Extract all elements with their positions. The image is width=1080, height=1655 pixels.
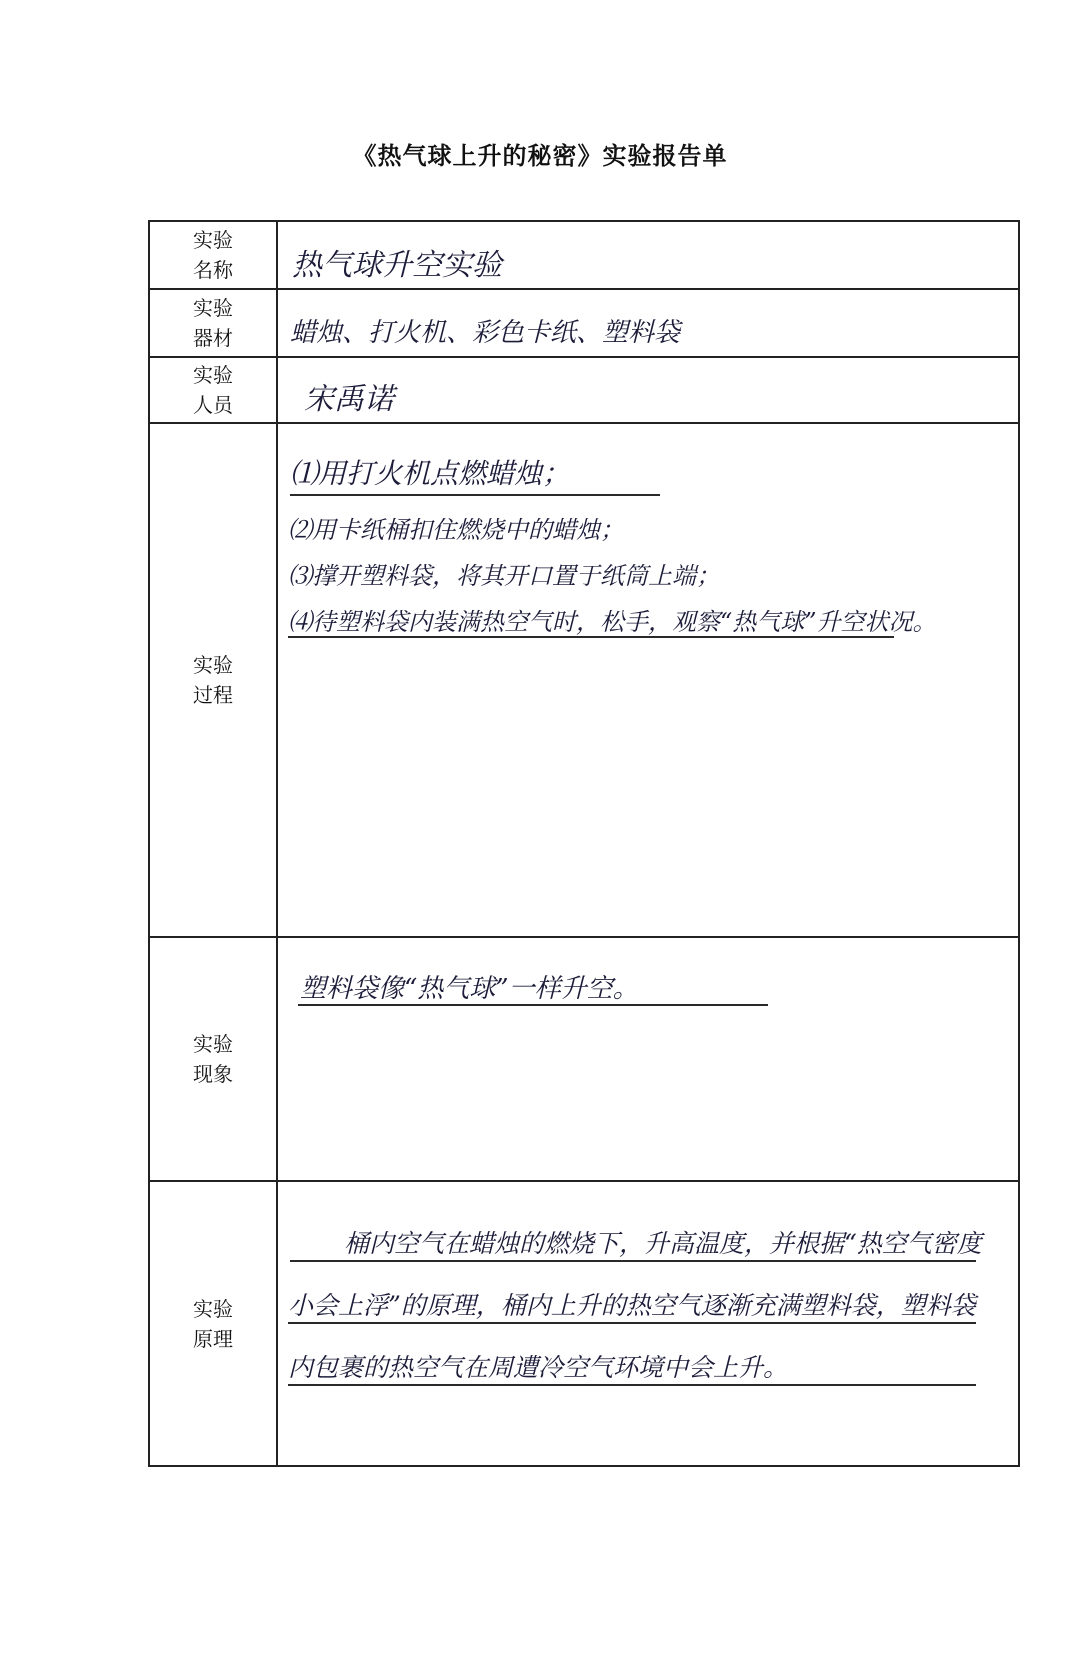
label-line: 人员: [193, 393, 233, 417]
label-line: 实验: [193, 653, 233, 677]
principle-line-2-underline: [288, 1322, 976, 1324]
process-step-4: ⑷待塑料袋内装满热空气时，松手，观察“热气球”升空状况。: [288, 608, 937, 636]
content-experiment-name[interactable]: [278, 222, 1018, 288]
label-line: 实验: [193, 296, 233, 320]
row-phenomenon: [150, 938, 1018, 1182]
handwritten-experiment-name: 热气球升空实验: [292, 248, 502, 283]
label-phenomenon: [150, 938, 278, 1180]
handwritten-phenomenon: 塑料袋像“热气球”一样升空。: [300, 974, 639, 1004]
principle-line-1: 桶内空气在蜡烛的燃烧下，升高温度，并根据“热空气密度: [344, 1229, 982, 1258]
content-phenomenon[interactable]: [278, 938, 1018, 1180]
report-table: [148, 220, 1020, 1467]
process-step-1-underline: [290, 494, 660, 496]
row-experiment-name: [150, 222, 1018, 290]
handwritten-personnel: 宋禹诺: [304, 382, 394, 417]
label-personnel: [150, 358, 278, 422]
label-equipment: [150, 290, 278, 356]
label-line: 实验: [193, 363, 233, 387]
label-experiment-name: [150, 222, 278, 288]
content-equipment[interactable]: [278, 290, 1018, 356]
principle-line-3-underline: [288, 1384, 976, 1386]
label-principle: [150, 1182, 278, 1465]
principle-line-2: 小会上浮”的原理，桶内上升的热空气逐渐充满塑料袋，塑料袋: [288, 1291, 976, 1320]
row-process: [150, 424, 1018, 938]
principle-line-3: 内包裹的热空气在周遭冷空气环境中会上升。: [288, 1353, 789, 1382]
page-title: 《热气球上升的秘密》实验报告单: [352, 142, 728, 170]
process-step-3: ⑶撑开塑料袋，将其开口置于纸筒上端；: [288, 562, 720, 590]
label-line: 器材: [193, 326, 233, 350]
label-line: 原理: [193, 1326, 233, 1351]
label-line: 实验: [193, 228, 233, 252]
content-process[interactable]: [278, 424, 1018, 936]
label-line: 现象: [193, 1062, 233, 1086]
process-step-4-underline: [288, 636, 894, 638]
label-process: [150, 424, 278, 936]
principle-line-1-underline: [290, 1260, 976, 1262]
row-equipment: [150, 290, 1018, 358]
label-line: 名称: [193, 258, 233, 282]
content-personnel[interactable]: [278, 358, 1018, 422]
process-step-2: ⑵用卡纸桶扣住燃烧中的蜡烛；: [288, 516, 624, 544]
handwritten-equipment: 蜡烛、打火机、彩色卡纸、塑料袋: [290, 318, 681, 348]
row-personnel: [150, 358, 1018, 424]
phenomenon-underline: [298, 1004, 768, 1006]
label-line: 实验: [193, 1296, 233, 1321]
label-line: 过程: [193, 683, 233, 707]
label-line: 实验: [193, 1032, 233, 1056]
content-principle[interactable]: [278, 1182, 1018, 1465]
process-step-1: ⑴用打火机点燃蜡烛；: [290, 457, 571, 490]
row-principle: [150, 1182, 1018, 1465]
